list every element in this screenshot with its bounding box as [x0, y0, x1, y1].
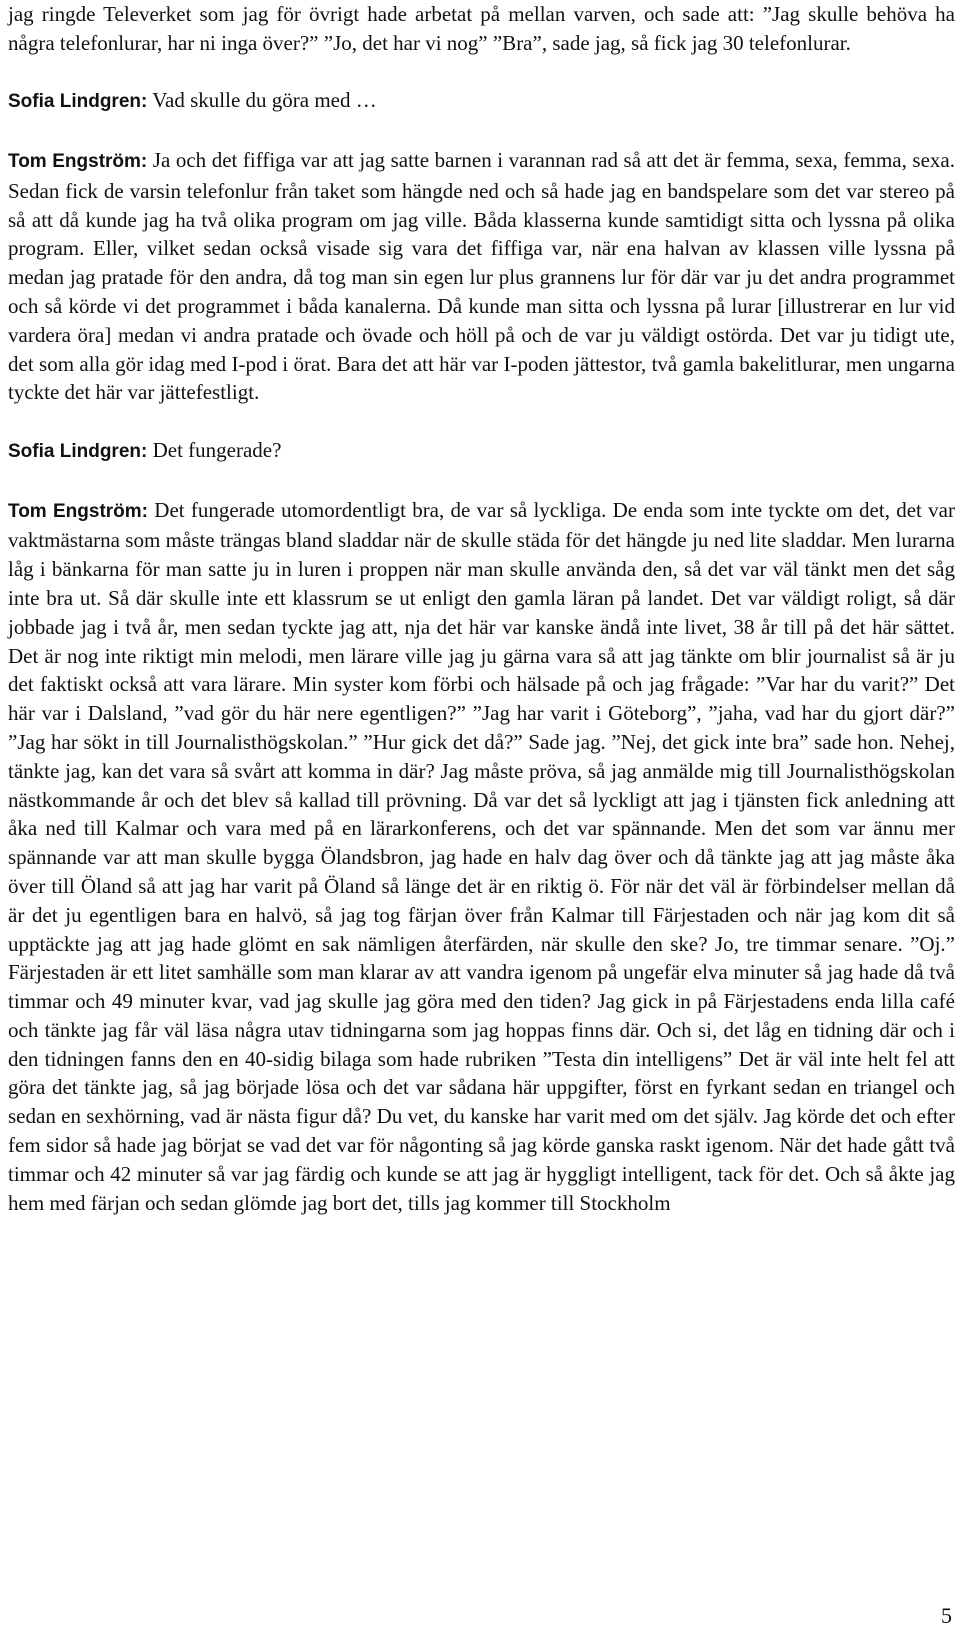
paragraph-question	[8, 436, 955, 467]
document-page	[8, 0, 955, 1217]
speaker-label: Sofia Lindgren:	[8, 91, 148, 113]
speaker-label: Tom Engström:	[8, 150, 148, 172]
paragraph-intro	[8, 0, 955, 58]
paragraph-text: Vad skulle du göra med …	[147, 88, 377, 113]
speaker-label: Sofia Lindgren:	[8, 440, 148, 462]
paragraph-question	[8, 86, 955, 117]
paragraph-answer	[8, 146, 955, 407]
page-number: 5	[941, 1603, 952, 1628]
paragraph-answer	[8, 496, 955, 1218]
speaker-label: Tom Engström:	[8, 500, 148, 522]
paragraph-text: jag ringde Televerket som jag för övrigt hade arbetat på mellan varven, och sade att: ”Jag skulle behöva ha några telefonlurar, har ni inga över?” ”Jo, det har vi nog” ”Bra”, sade jag, så fick jag 30 telefonlurar.	[8, 2, 955, 55]
paragraph-text: Ja och det fiffiga var att jag satte barnen i varannan rad så att det är femma, sexa, femma, sexa. Sedan fick de varsin telefonlur från taket som hängde ned och så hade jag en bandspelare som det var stereo på så att då kunde jag ha två olika program om jag ville. Båda klasserna kunde samtidigt sitta och lyssna på olika program. Eller, vilket sedan också visade sig vara det fiffiga var, när ena halvan av klassen ville lyssna på medan jag pratade för den andra, då tog man sin egen lur plus grannens lur för där var ju det andra programmet och så körde vi det programmet i båda kanalerna. Då kunde man sitta och lyssna på lurar [illustrerar en lur vid vardera öra] medan vi andra pratade och övade och höll på och de var ju väldigt ostörda. Det var ju tidigt ute, det som alla gör idag med I-pod i örat. Bara det att här var I-poden jättestor, två gamla bakelitlurar, men ungarna tyckte det här var jättefestligt.	[8, 147, 955, 405]
paragraph-text: Det fungerade?	[147, 437, 282, 462]
paragraph-text: Det fungerade utomordentligt bra, de var så lyckliga. De enda som inte tyckte om det, det var vaktmästarna som måste trängas bland sladdar när de skulle städa för det hängde ju ned lite sladdar. Men lurarna låg i bänkarna för man satte ju in luren i proppen när man skulle använda den, så det var väl tänkt men det såg inte bra ut. Så där skulle inte ett klassrum se ut enligt den gamla läran på landet. Det var väldigt roligt, så där jobbade jag i två år, men sedan tyckte jag att, nja det här var kanske ändå inte livet, 38 år till på det här sättet. Det är nog inte riktigt min melodi, men lärare ville jag ju gärna vara så att jag tänkte om blir journalist så är ju det faktiskt också att vara lärare. Min syster kom förbi och hälsade på och jag frågade: ”Var har du varit?” Det här var i Dalsland, ”vad gör du här nere egentligen?” ”Jag har varit i Göteborg”, ”jaha, vad har du gjort där?” ”Jag har sökt in till Journalisthögskolan.” ”Hur gick det då?” Sade jag. ”Nej, det gick inte bra” sade hon. Nehej, tänkte jag, kan det vara så svårt att komma in där? Jag måste pröva, så jag anmälde mig till Journalisthögskolan nästkommande år och det blev så kallad till prövning. Då var det så lyckligt att jag i tjänsten fick anledning att åka ned till Kalmar och vara med på en lärarkonferens, och det var spännande. Men det som var ännu mer spännande var att man skulle bygga Ölandsbron, jag hade en halv dag över och då tänkte jag att jag måste åka över till Öland så att jag har varit på Öland så länge det är en riktig ö. För när det väl är förbindelser mellan då är det ju egentligen bara en halvö, så jag tog färjan över från Kalmar till Färjestaden och när jag kom dit så upptäckte jag att jag hade glömt en sak nämligen återfärden, när skulle den ske? Jo, tre timmar senare. ”Oj.” Färjestaden är ett litet samhälle som man klarar av att vandra igenom på ungefär elva minuter så jag hade då två timmar och 49 minuter kvar, vad jag skulle jag göra med den tiden? Jag gick in på Färjestadens enda lilla café och tänkte jag får väl läsa några utav tidningarna som jag hoppas finns där. Och si, det låg en tidning där och i den tidningen fanns den en 40-sidig bilaga som hade rubriken ”Testa din intelligens” Det är väl inte helt fel att göra det tänkte jag, så jag började lösa och det var sådana här uppgifter, först en fyrkant sedan en triangel och sedan en sexhörning, vad är nästa figur då? Du vet, du kanske har varit med om det själv. Jag körde det och efter fem sidor så hade jag börjat se vad det var för någonting så jag körde ganska raskt igenom. När det hade gått två timmar och 42 minuter så var jag färdig och kunde se att jag är hyggligt intelligent, tack för det. Och så åkte jag hem med färjan och sedan glömde jag bort det, tills jag kommer till Stockholm	[8, 497, 955, 1215]
